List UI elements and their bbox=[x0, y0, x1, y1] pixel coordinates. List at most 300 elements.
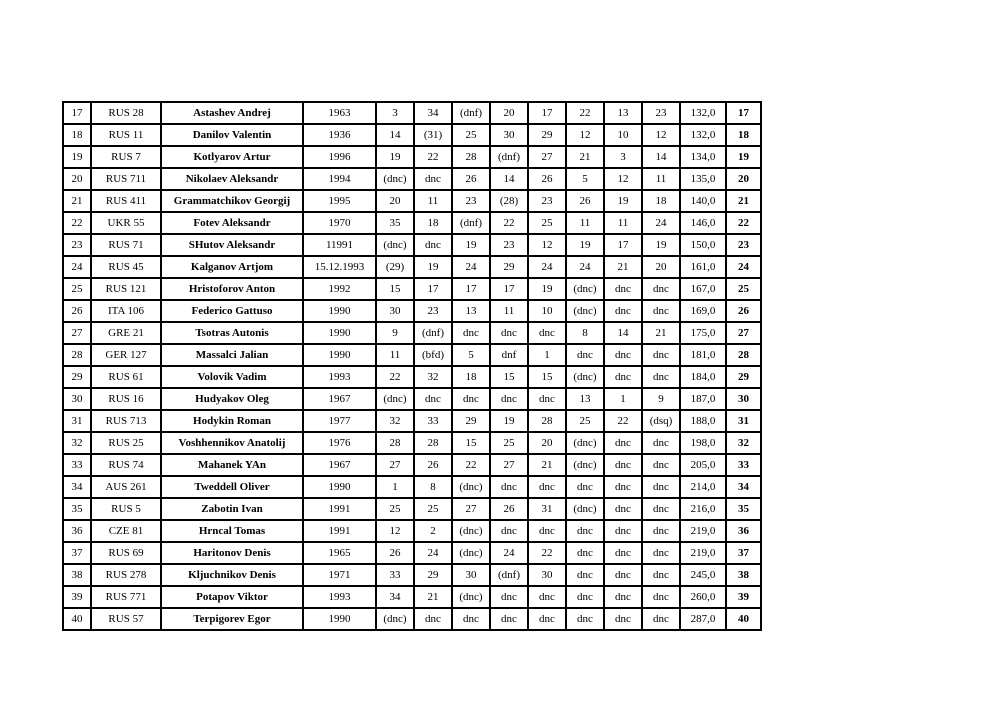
rank-cell: 17 bbox=[63, 102, 91, 124]
race-5-result-cell: dnc bbox=[528, 388, 566, 410]
race-8-result-cell: dnc bbox=[642, 476, 680, 498]
race-8-result-cell: 21 bbox=[642, 322, 680, 344]
race-6-result-cell: dnc bbox=[566, 586, 604, 608]
competitor-name-cell: Federico Gattuso bbox=[161, 300, 303, 322]
rank-cell: 34 bbox=[63, 476, 91, 498]
rank-cell: 40 bbox=[63, 608, 91, 630]
race-1-result-cell: 25 bbox=[376, 498, 414, 520]
race-3-result-cell: 5 bbox=[452, 344, 490, 366]
race-5-result-cell: 17 bbox=[528, 102, 566, 124]
race-8-result-cell: (dsq) bbox=[642, 410, 680, 432]
competitor-name-cell: Hudyakov Oleg bbox=[161, 388, 303, 410]
competitor-name-cell: Hristoforov Anton bbox=[161, 278, 303, 300]
race-7-result-cell: dnc bbox=[604, 586, 642, 608]
competitor-name-cell: Haritonov Denis bbox=[161, 542, 303, 564]
sail-number-cell: GER 127 bbox=[91, 344, 161, 366]
competitor-name-cell: SHutov Aleksandr bbox=[161, 234, 303, 256]
race-6-result-cell: (dnc) bbox=[566, 300, 604, 322]
table-row bbox=[63, 344, 761, 366]
competitor-name-cell: Potapov Viktor bbox=[161, 586, 303, 608]
race-5-result-cell: 1 bbox=[528, 344, 566, 366]
sail-number-cell: RUS 411 bbox=[91, 190, 161, 212]
year-cell: 1976 bbox=[303, 432, 376, 454]
race-1-result-cell: 30 bbox=[376, 300, 414, 322]
race-8-result-cell: dnc bbox=[642, 300, 680, 322]
sail-number-cell: RUS 69 bbox=[91, 542, 161, 564]
total-points-cell: 184,0 bbox=[680, 366, 726, 388]
race-2-result-cell: 19 bbox=[414, 256, 452, 278]
final-rank-cell: 32 bbox=[726, 432, 761, 454]
rank-cell: 22 bbox=[63, 212, 91, 234]
race-1-result-cell: (dnc) bbox=[376, 388, 414, 410]
race-6-result-cell: dnc bbox=[566, 476, 604, 498]
race-7-result-cell: 21 bbox=[604, 256, 642, 278]
race-7-result-cell: dnc bbox=[604, 520, 642, 542]
race-8-result-cell: dnc bbox=[642, 278, 680, 300]
sail-number-cell: AUS 261 bbox=[91, 476, 161, 498]
rank-cell: 20 bbox=[63, 168, 91, 190]
race-4-result-cell: dnc bbox=[490, 322, 528, 344]
year-cell: 1993 bbox=[303, 366, 376, 388]
table-row bbox=[63, 212, 761, 234]
race-7-result-cell: dnc bbox=[604, 542, 642, 564]
table-row bbox=[63, 586, 761, 608]
race-5-result-cell: 22 bbox=[528, 542, 566, 564]
final-rank-cell: 33 bbox=[726, 454, 761, 476]
sail-number-cell: RUS 28 bbox=[91, 102, 161, 124]
race-1-result-cell: 32 bbox=[376, 410, 414, 432]
race-5-result-cell: 27 bbox=[528, 146, 566, 168]
table-row bbox=[63, 190, 761, 212]
race-3-result-cell: (dnc) bbox=[452, 586, 490, 608]
year-cell: 1967 bbox=[303, 454, 376, 476]
race-1-result-cell: 12 bbox=[376, 520, 414, 542]
race-3-result-cell: dnc bbox=[452, 608, 490, 630]
race-1-result-cell: 27 bbox=[376, 454, 414, 476]
race-3-result-cell: 19 bbox=[452, 234, 490, 256]
rank-cell: 30 bbox=[63, 388, 91, 410]
race-6-result-cell: 22 bbox=[566, 102, 604, 124]
race-6-result-cell: (dnc) bbox=[566, 278, 604, 300]
rank-cell: 39 bbox=[63, 586, 91, 608]
year-cell: 1936 bbox=[303, 124, 376, 146]
year-cell: 1995 bbox=[303, 190, 376, 212]
race-7-result-cell: 22 bbox=[604, 410, 642, 432]
race-8-result-cell: dnc bbox=[642, 344, 680, 366]
race-5-result-cell: 10 bbox=[528, 300, 566, 322]
race-3-result-cell: (dnc) bbox=[452, 520, 490, 542]
race-8-result-cell: 12 bbox=[642, 124, 680, 146]
year-cell: 1990 bbox=[303, 300, 376, 322]
competitor-name-cell: Hodykin Roman bbox=[161, 410, 303, 432]
total-points-cell: 219,0 bbox=[680, 542, 726, 564]
sail-number-cell: RUS 711 bbox=[91, 168, 161, 190]
race-8-result-cell: dnc bbox=[642, 586, 680, 608]
competitor-name-cell: Danilov Valentin bbox=[161, 124, 303, 146]
results-table bbox=[62, 101, 762, 631]
rank-cell: 32 bbox=[63, 432, 91, 454]
race-5-result-cell: 28 bbox=[528, 410, 566, 432]
competitor-name-cell: Nikolaev Aleksandr bbox=[161, 168, 303, 190]
race-7-result-cell: 12 bbox=[604, 168, 642, 190]
year-cell: 1963 bbox=[303, 102, 376, 124]
race-3-result-cell: 25 bbox=[452, 124, 490, 146]
race-3-result-cell: dnc bbox=[452, 322, 490, 344]
race-3-result-cell: (dnf) bbox=[452, 212, 490, 234]
rank-cell: 38 bbox=[63, 564, 91, 586]
competitor-name-cell: Zabotin Ivan bbox=[161, 498, 303, 520]
race-2-result-cell: 2 bbox=[414, 520, 452, 542]
race-7-result-cell: 13 bbox=[604, 102, 642, 124]
final-rank-cell: 39 bbox=[726, 586, 761, 608]
competitor-name-cell: Hrncal Tomas bbox=[161, 520, 303, 542]
race-2-result-cell: (bfd) bbox=[414, 344, 452, 366]
year-cell: 1996 bbox=[303, 146, 376, 168]
race-2-result-cell: 21 bbox=[414, 586, 452, 608]
table-row bbox=[63, 366, 761, 388]
race-7-result-cell: 10 bbox=[604, 124, 642, 146]
race-3-result-cell: (dnf) bbox=[452, 102, 490, 124]
sail-number-cell: RUS 25 bbox=[91, 432, 161, 454]
competitor-name-cell: Volovik Vadim bbox=[161, 366, 303, 388]
race-7-result-cell: dnc bbox=[604, 366, 642, 388]
race-1-result-cell: 35 bbox=[376, 212, 414, 234]
race-4-result-cell: (28) bbox=[490, 190, 528, 212]
rank-cell: 26 bbox=[63, 300, 91, 322]
total-points-cell: 187,0 bbox=[680, 388, 726, 410]
race-7-result-cell: 17 bbox=[604, 234, 642, 256]
table-row bbox=[63, 102, 761, 124]
race-1-result-cell: 26 bbox=[376, 542, 414, 564]
sail-number-cell: ITA 106 bbox=[91, 300, 161, 322]
race-4-result-cell: 14 bbox=[490, 168, 528, 190]
total-points-cell: 181,0 bbox=[680, 344, 726, 366]
race-4-result-cell: 29 bbox=[490, 256, 528, 278]
final-rank-cell: 23 bbox=[726, 234, 761, 256]
sail-number-cell: RUS 771 bbox=[91, 586, 161, 608]
race-3-result-cell: 28 bbox=[452, 146, 490, 168]
race-6-result-cell: 5 bbox=[566, 168, 604, 190]
final-rank-cell: 18 bbox=[726, 124, 761, 146]
total-points-cell: 260,0 bbox=[680, 586, 726, 608]
race-5-result-cell: 25 bbox=[528, 212, 566, 234]
year-cell: 1965 bbox=[303, 542, 376, 564]
rank-cell: 18 bbox=[63, 124, 91, 146]
race-7-result-cell: dnc bbox=[604, 300, 642, 322]
rank-cell: 23 bbox=[63, 234, 91, 256]
year-cell: 1967 bbox=[303, 388, 376, 410]
race-5-result-cell: dnc bbox=[528, 476, 566, 498]
race-4-result-cell: 19 bbox=[490, 410, 528, 432]
race-1-result-cell: 28 bbox=[376, 432, 414, 454]
race-6-result-cell: dnc bbox=[566, 344, 604, 366]
race-7-result-cell: dnc bbox=[604, 344, 642, 366]
sail-number-cell: RUS 71 bbox=[91, 234, 161, 256]
sail-number-cell: CZE 81 bbox=[91, 520, 161, 542]
race-7-result-cell: dnc bbox=[604, 454, 642, 476]
race-4-result-cell: 22 bbox=[490, 212, 528, 234]
final-rank-cell: 25 bbox=[726, 278, 761, 300]
final-rank-cell: 29 bbox=[726, 366, 761, 388]
sail-number-cell: RUS 45 bbox=[91, 256, 161, 278]
race-8-result-cell: dnc bbox=[642, 366, 680, 388]
race-7-result-cell: dnc bbox=[604, 608, 642, 630]
total-points-cell: 214,0 bbox=[680, 476, 726, 498]
year-cell: 1994 bbox=[303, 168, 376, 190]
race-7-result-cell: 14 bbox=[604, 322, 642, 344]
race-1-result-cell: 22 bbox=[376, 366, 414, 388]
competitor-name-cell: Kotlyarov Artur bbox=[161, 146, 303, 168]
final-rank-cell: 38 bbox=[726, 564, 761, 586]
race-4-result-cell: 27 bbox=[490, 454, 528, 476]
final-rank-cell: 30 bbox=[726, 388, 761, 410]
competitor-name-cell: Mahanek YAn bbox=[161, 454, 303, 476]
race-1-result-cell: 34 bbox=[376, 586, 414, 608]
sail-number-cell: RUS 713 bbox=[91, 410, 161, 432]
year-cell: 11991 bbox=[303, 234, 376, 256]
race-2-result-cell: (dnf) bbox=[414, 322, 452, 344]
total-points-cell: 169,0 bbox=[680, 300, 726, 322]
race-1-result-cell: 19 bbox=[376, 146, 414, 168]
total-points-cell: 140,0 bbox=[680, 190, 726, 212]
race-7-result-cell: 19 bbox=[604, 190, 642, 212]
race-6-result-cell: dnc bbox=[566, 520, 604, 542]
table-row bbox=[63, 322, 761, 344]
race-8-result-cell: 9 bbox=[642, 388, 680, 410]
sail-number-cell: RUS 11 bbox=[91, 124, 161, 146]
year-cell: 1990 bbox=[303, 608, 376, 630]
race-3-result-cell: 17 bbox=[452, 278, 490, 300]
competitor-name-cell: Fotev Aleksandr bbox=[161, 212, 303, 234]
race-2-result-cell: 26 bbox=[414, 454, 452, 476]
race-5-result-cell: 12 bbox=[528, 234, 566, 256]
year-cell: 1990 bbox=[303, 476, 376, 498]
race-1-result-cell: 33 bbox=[376, 564, 414, 586]
race-3-result-cell: 27 bbox=[452, 498, 490, 520]
final-rank-cell: 19 bbox=[726, 146, 761, 168]
final-rank-cell: 28 bbox=[726, 344, 761, 366]
rank-cell: 37 bbox=[63, 542, 91, 564]
race-8-result-cell: dnc bbox=[642, 432, 680, 454]
rank-cell: 28 bbox=[63, 344, 91, 366]
year-cell: 1970 bbox=[303, 212, 376, 234]
race-3-result-cell: 13 bbox=[452, 300, 490, 322]
rank-cell: 35 bbox=[63, 498, 91, 520]
race-4-result-cell: 20 bbox=[490, 102, 528, 124]
rank-cell: 31 bbox=[63, 410, 91, 432]
race-7-result-cell: dnc bbox=[604, 564, 642, 586]
year-cell: 1991 bbox=[303, 498, 376, 520]
final-rank-cell: 36 bbox=[726, 520, 761, 542]
race-4-result-cell: dnc bbox=[490, 476, 528, 498]
rank-cell: 25 bbox=[63, 278, 91, 300]
total-points-cell: 146,0 bbox=[680, 212, 726, 234]
race-6-result-cell: dnc bbox=[566, 542, 604, 564]
race-5-result-cell: 21 bbox=[528, 454, 566, 476]
race-4-result-cell: dnc bbox=[490, 586, 528, 608]
race-2-result-cell: 22 bbox=[414, 146, 452, 168]
rank-cell: 33 bbox=[63, 454, 91, 476]
total-points-cell: 219,0 bbox=[680, 520, 726, 542]
race-3-result-cell: 22 bbox=[452, 454, 490, 476]
race-7-result-cell: 3 bbox=[604, 146, 642, 168]
race-8-result-cell: 20 bbox=[642, 256, 680, 278]
race-1-result-cell: 9 bbox=[376, 322, 414, 344]
race-8-result-cell: dnc bbox=[642, 542, 680, 564]
race-2-result-cell: dnc bbox=[414, 388, 452, 410]
final-rank-cell: 27 bbox=[726, 322, 761, 344]
race-1-result-cell: (dnc) bbox=[376, 168, 414, 190]
race-4-result-cell: 24 bbox=[490, 542, 528, 564]
race-8-result-cell: dnc bbox=[642, 454, 680, 476]
race-8-result-cell: 18 bbox=[642, 190, 680, 212]
race-6-result-cell: 19 bbox=[566, 234, 604, 256]
total-points-cell: 198,0 bbox=[680, 432, 726, 454]
race-2-result-cell: 8 bbox=[414, 476, 452, 498]
race-6-result-cell: 12 bbox=[566, 124, 604, 146]
table-row bbox=[63, 542, 761, 564]
race-4-result-cell: 23 bbox=[490, 234, 528, 256]
year-cell: 1977 bbox=[303, 410, 376, 432]
competitor-name-cell: Tsotras Autonis bbox=[161, 322, 303, 344]
total-points-cell: 216,0 bbox=[680, 498, 726, 520]
table-row bbox=[63, 388, 761, 410]
year-cell: 1991 bbox=[303, 520, 376, 542]
race-2-result-cell: dnc bbox=[414, 608, 452, 630]
final-rank-cell: 31 bbox=[726, 410, 761, 432]
race-4-result-cell: dnf bbox=[490, 344, 528, 366]
year-cell: 1971 bbox=[303, 564, 376, 586]
race-3-result-cell: 26 bbox=[452, 168, 490, 190]
sail-number-cell: UKR 55 bbox=[91, 212, 161, 234]
race-1-result-cell: 20 bbox=[376, 190, 414, 212]
competitor-name-cell: Massalci Jalian bbox=[161, 344, 303, 366]
year-cell: 1990 bbox=[303, 344, 376, 366]
table-row bbox=[63, 124, 761, 146]
race-5-result-cell: 30 bbox=[528, 564, 566, 586]
total-points-cell: 167,0 bbox=[680, 278, 726, 300]
total-points-cell: 205,0 bbox=[680, 454, 726, 476]
race-5-result-cell: 29 bbox=[528, 124, 566, 146]
race-6-result-cell: dnc bbox=[566, 564, 604, 586]
race-5-result-cell: 19 bbox=[528, 278, 566, 300]
race-7-result-cell: 1 bbox=[604, 388, 642, 410]
race-2-result-cell: 25 bbox=[414, 498, 452, 520]
race-7-result-cell: dnc bbox=[604, 498, 642, 520]
competitor-name-cell: Astashev Andrej bbox=[161, 102, 303, 124]
sail-number-cell: RUS 7 bbox=[91, 146, 161, 168]
race-4-result-cell: 30 bbox=[490, 124, 528, 146]
race-6-result-cell: 8 bbox=[566, 322, 604, 344]
table-row bbox=[63, 564, 761, 586]
race-7-result-cell: 11 bbox=[604, 212, 642, 234]
race-5-result-cell: 15 bbox=[528, 366, 566, 388]
race-6-result-cell: 24 bbox=[566, 256, 604, 278]
race-5-result-cell: dnc bbox=[528, 586, 566, 608]
race-8-result-cell: dnc bbox=[642, 498, 680, 520]
race-4-result-cell: dnc bbox=[490, 388, 528, 410]
race-6-result-cell: 11 bbox=[566, 212, 604, 234]
year-cell: 1993 bbox=[303, 586, 376, 608]
final-rank-cell: 21 bbox=[726, 190, 761, 212]
race-1-result-cell: 1 bbox=[376, 476, 414, 498]
total-points-cell: 134,0 bbox=[680, 146, 726, 168]
race-2-result-cell: 23 bbox=[414, 300, 452, 322]
race-3-result-cell: 23 bbox=[452, 190, 490, 212]
race-4-result-cell: dnc bbox=[490, 520, 528, 542]
sail-number-cell: RUS 74 bbox=[91, 454, 161, 476]
race-4-result-cell: (dnf) bbox=[490, 564, 528, 586]
race-2-result-cell: 32 bbox=[414, 366, 452, 388]
final-rank-cell: 17 bbox=[726, 102, 761, 124]
year-cell: 15.12.1993 bbox=[303, 256, 376, 278]
race-2-result-cell: 33 bbox=[414, 410, 452, 432]
race-1-result-cell: 3 bbox=[376, 102, 414, 124]
total-points-cell: 150,0 bbox=[680, 234, 726, 256]
race-3-result-cell: 18 bbox=[452, 366, 490, 388]
final-rank-cell: 40 bbox=[726, 608, 761, 630]
race-5-result-cell: 24 bbox=[528, 256, 566, 278]
sail-number-cell: RUS 5 bbox=[91, 498, 161, 520]
final-rank-cell: 20 bbox=[726, 168, 761, 190]
race-2-result-cell: dnc bbox=[414, 168, 452, 190]
table-row bbox=[63, 454, 761, 476]
race-1-result-cell: (dnc) bbox=[376, 608, 414, 630]
race-8-result-cell: dnc bbox=[642, 520, 680, 542]
table-row bbox=[63, 608, 761, 630]
race-7-result-cell: dnc bbox=[604, 432, 642, 454]
race-4-result-cell: 25 bbox=[490, 432, 528, 454]
race-2-result-cell: 11 bbox=[414, 190, 452, 212]
race-3-result-cell: 30 bbox=[452, 564, 490, 586]
final-rank-cell: 24 bbox=[726, 256, 761, 278]
total-points-cell: 245,0 bbox=[680, 564, 726, 586]
race-1-result-cell: (dnc) bbox=[376, 234, 414, 256]
race-8-result-cell: 24 bbox=[642, 212, 680, 234]
race-2-result-cell: 18 bbox=[414, 212, 452, 234]
table-row bbox=[63, 278, 761, 300]
race-2-result-cell: 24 bbox=[414, 542, 452, 564]
sail-number-cell: RUS 57 bbox=[91, 608, 161, 630]
race-6-result-cell: (dnc) bbox=[566, 366, 604, 388]
rank-cell: 19 bbox=[63, 146, 91, 168]
race-3-result-cell: (dnc) bbox=[452, 542, 490, 564]
race-4-result-cell: dnc bbox=[490, 608, 528, 630]
race-8-result-cell: 14 bbox=[642, 146, 680, 168]
race-1-result-cell: 15 bbox=[376, 278, 414, 300]
total-points-cell: 175,0 bbox=[680, 322, 726, 344]
race-5-result-cell: 23 bbox=[528, 190, 566, 212]
race-4-result-cell: 26 bbox=[490, 498, 528, 520]
sail-number-cell: RUS 278 bbox=[91, 564, 161, 586]
total-points-cell: 132,0 bbox=[680, 124, 726, 146]
race-3-result-cell: (dnc) bbox=[452, 476, 490, 498]
race-1-result-cell: 14 bbox=[376, 124, 414, 146]
race-3-result-cell: 29 bbox=[452, 410, 490, 432]
race-3-result-cell: 24 bbox=[452, 256, 490, 278]
rank-cell: 29 bbox=[63, 366, 91, 388]
year-cell: 1990 bbox=[303, 322, 376, 344]
year-cell: 1992 bbox=[303, 278, 376, 300]
competitor-name-cell: Kalganov Artjom bbox=[161, 256, 303, 278]
competitor-name-cell: Voshhennikov Anatolij bbox=[161, 432, 303, 454]
final-rank-cell: 35 bbox=[726, 498, 761, 520]
table-row bbox=[63, 168, 761, 190]
competitor-name-cell: Tweddell Oliver bbox=[161, 476, 303, 498]
race-2-result-cell: dnc bbox=[414, 234, 452, 256]
race-4-result-cell: (dnf) bbox=[490, 146, 528, 168]
table-row bbox=[63, 498, 761, 520]
